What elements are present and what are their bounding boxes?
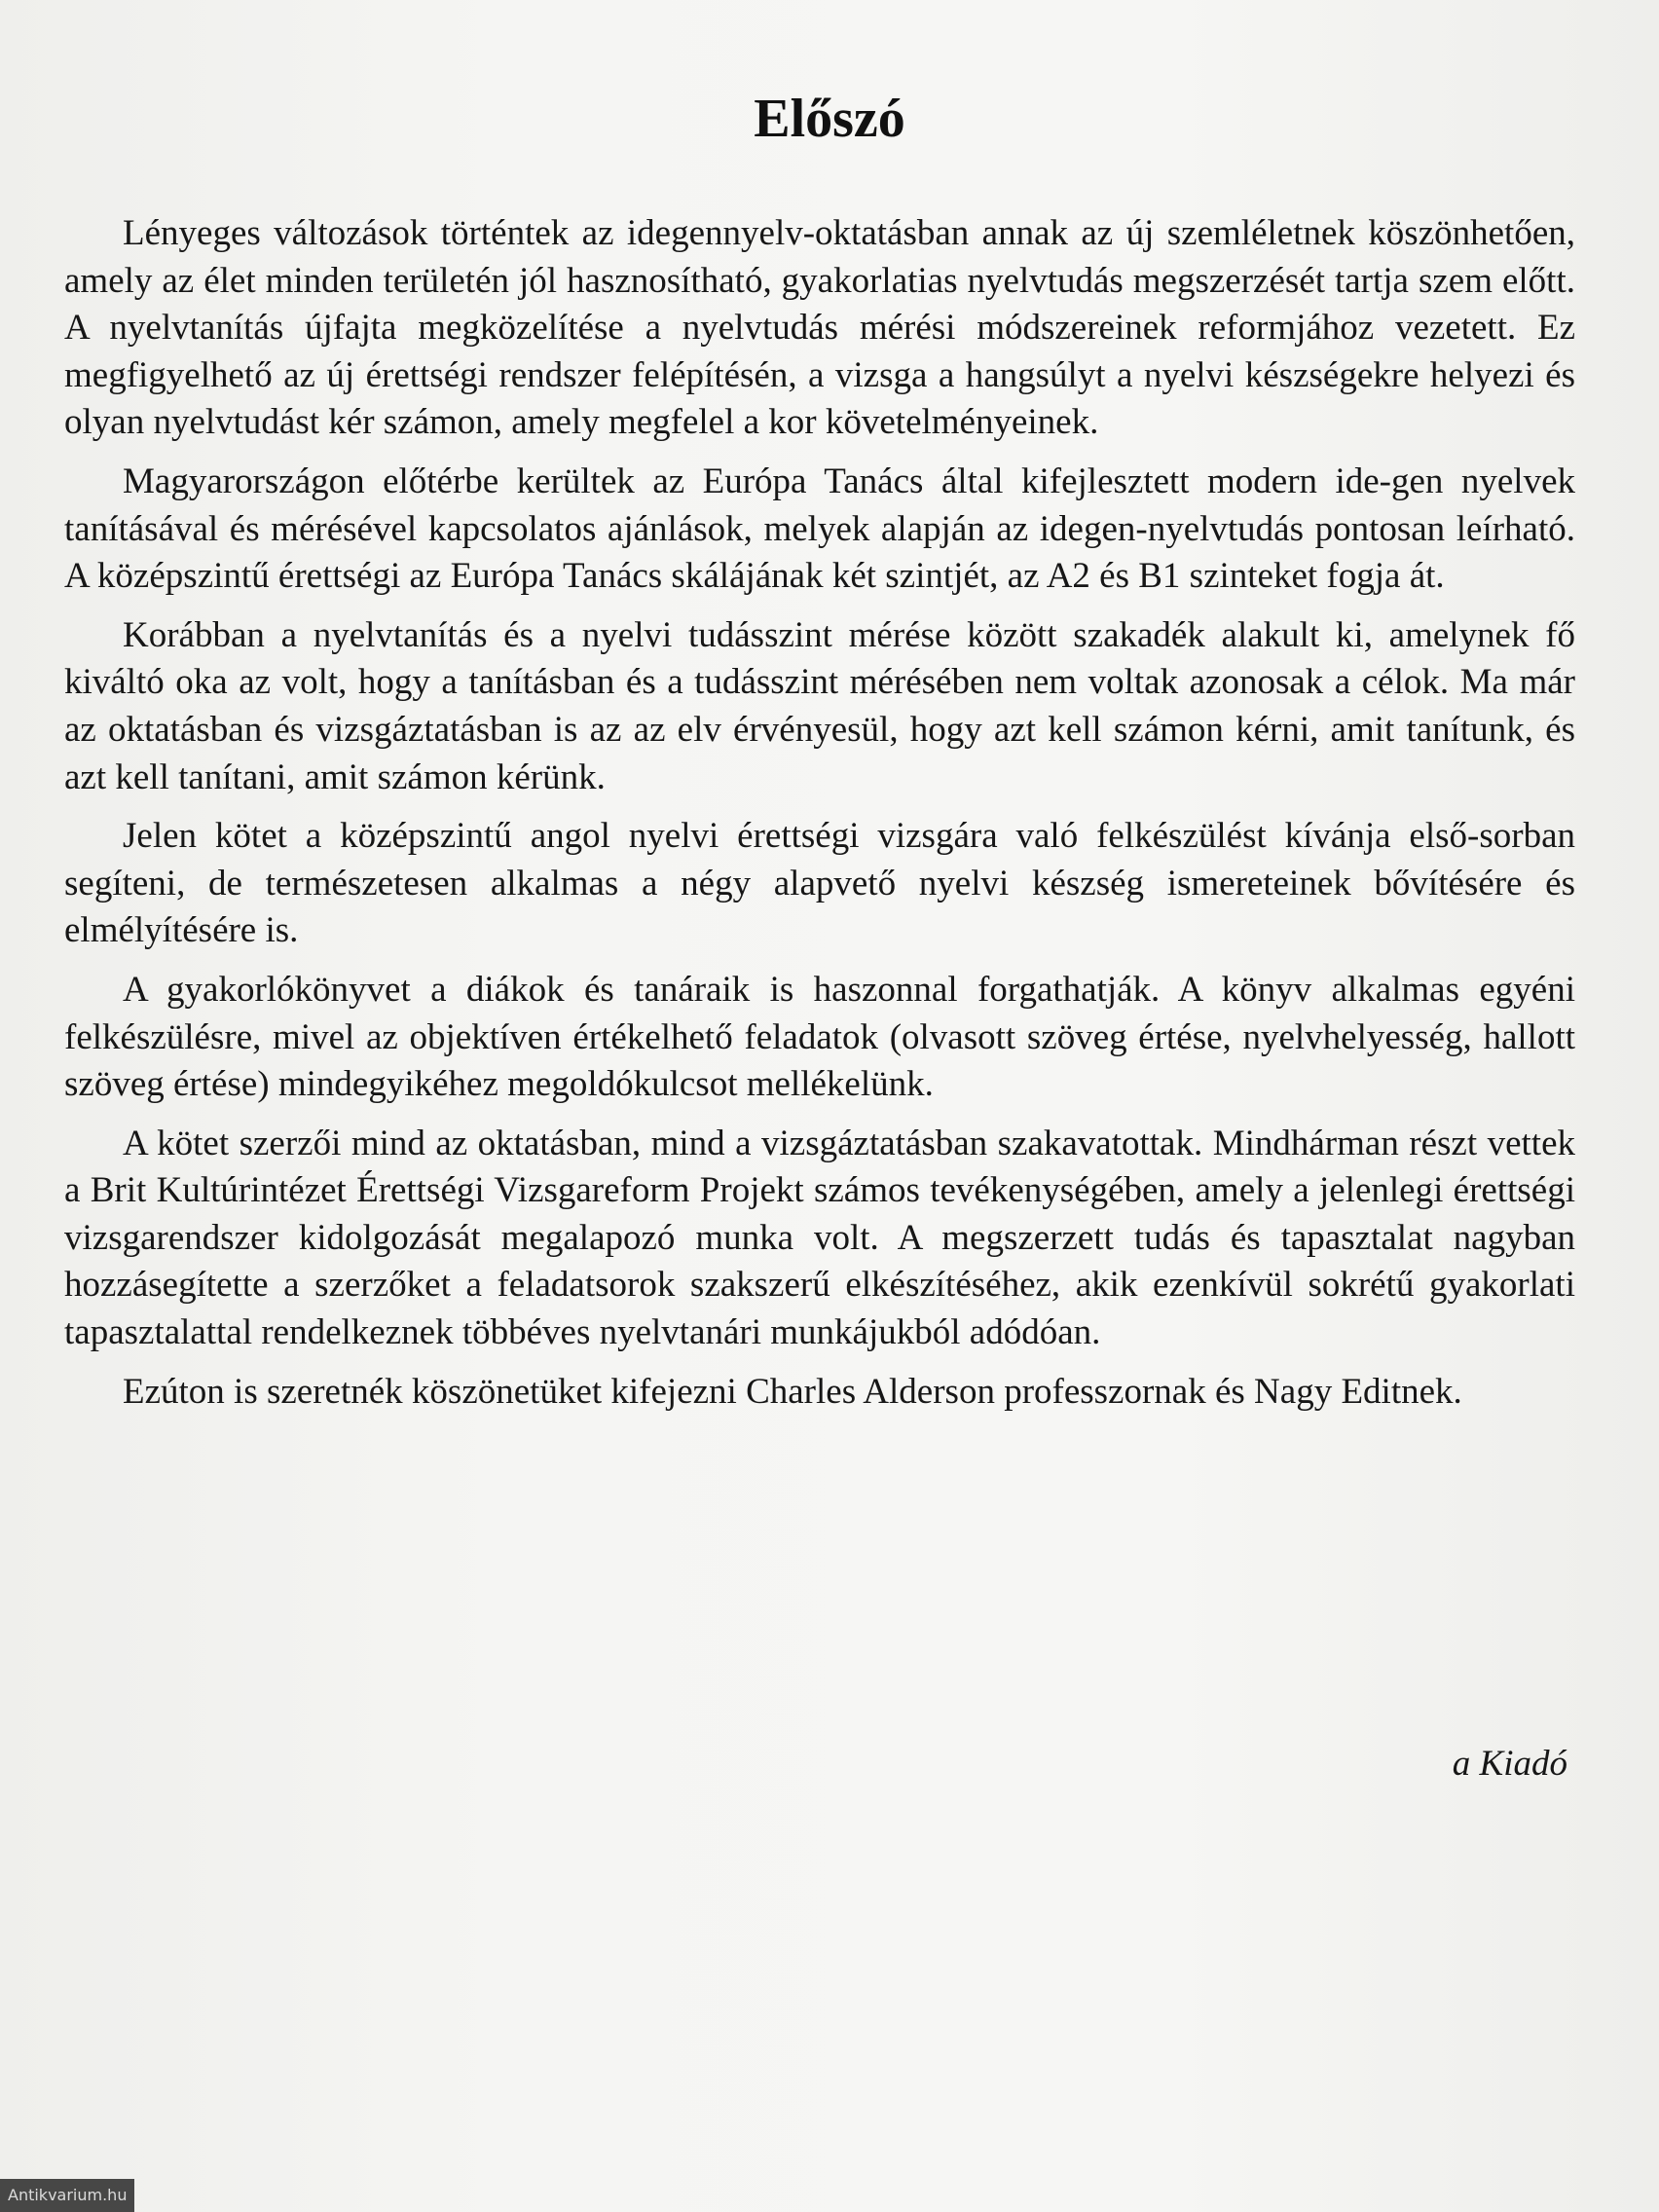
paragraph-3: Korábban a nyelvtanítás és a nyelvi tudásszint mérése között szakadék alakult ki, amelynek fő kiváltó oka az volt, hogy a tanításban és a tudásszint mérésében nem voltak azonosak a célok. Ma már az oktatásban és vizsgáztatásban is az az elv érvényesül, hogy azt kell számon kérni, amit tanítunk, és azt kell tanítani, amit számon kérünk. — [64, 614, 1575, 797]
paragraph-2: Magyarországon előtérbe kerültek az Európa Tanács által kifejlesztett modern ide-gen nyelvek tanításával és mérésével kapcsolatos ajánlások, melyek alapján az idegen-nyelvtudás pontosan leírható. A középszintű érettségi az Európa Tanács skálájának két szintjét, az A2 és B1 szinteket fogja át. — [64, 461, 1575, 597]
publisher-signature: a Kiadó — [1452, 1744, 1567, 1784]
watermark-label: Antikvarium.hu — [0, 2179, 134, 2212]
preface-body — [64, 210, 1575, 1427]
paragraph-7: Ezúton is szeretnék köszönetüket kifejezni Charles Alderson professzornak és Nagy Editnek. — [123, 1371, 1462, 1412]
page-title: Előszó — [754, 89, 905, 149]
paragraph-1: Lényeges változások történtek az idegennyelv-oktatásban annak az új szemléletnek köszönhetően, amely az élet minden területén jól hasznosítható, gyakorlatias nyelvtudás megszerzését tartja szem előtt. A nyelvtanítás újfajta megközelítése a nyelvtudás mérési módszereinek reformjához vezetett. Ez megfigyelhető az új érettségi rendszer felépítésén, a vizsga a hangsúlyt a nyelvi készségekre helyezi és olyan nyelvtudást kér számon, amely megfelel a kor követelményeinek. — [64, 213, 1575, 443]
paragraph-4: Jelen kötet a középszintű angol nyelvi érettségi vizsgára való felkészülést kívánja első-sorban segíteni, de természetesen alkalmas a négy alapvető nyelvi készség ismereteinek bővítésére és elmélyítésére is. — [64, 816, 1575, 951]
paragraph-5: A gyakorlókönyvet a diákok és tanáraik is haszonnal forgathatják. A könyv alkalmas egyéni felkészülésre, mivel az objektíven értékelhető feladatok (olvasott szöveg értése, nyelvhelyesség, hallott szöveg értése) mindegyikéhez megoldókulcsot mellékelünk. — [64, 969, 1575, 1105]
paragraph-6: A kötet szerzői mind az oktatásban, mind a vizsgáztatásban szakavatottak. Mindhárman részt vettek a Brit Kultúrintézet Érettségi Vizsgareform Projekt számos tevékenységében, amely a jelenlegi érettségi vizsgarendszer kidolgozását megalapozó munka volt. A megszerzett tudás és tapasztalat nagyban hozzásegítette a szerzőket a feladatsorok szakszerű elkészítéséhez, akik ezenkívül sokrétű gyakorlati tapasztalattal rendelkeznek többéves nyelvtanári munkájukból adódóan. — [64, 1123, 1575, 1353]
